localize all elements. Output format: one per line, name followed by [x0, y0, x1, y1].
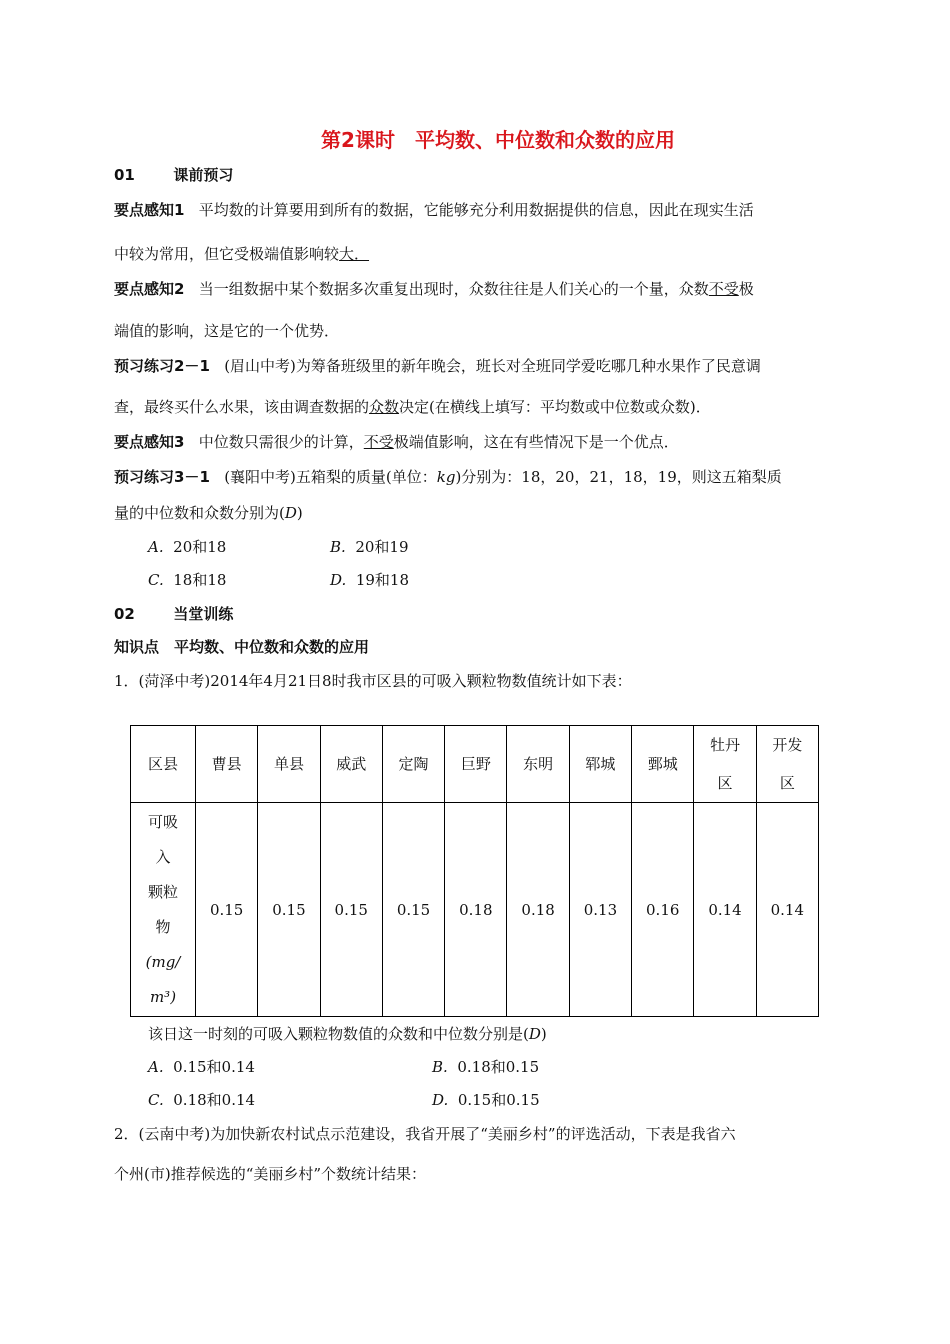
option-a	[148, 1056, 255, 1077]
answer-blank: 大．	[339, 245, 370, 263]
exercise-label: 预习练习3－1	[114, 468, 210, 486]
section-name: 当堂训练	[173, 605, 234, 623]
table-header-cell: 定陶	[382, 726, 444, 803]
exercise-text-end: )分别为：18，20，21，18，19，则这五箱梨质	[455, 468, 782, 486]
knowledge-point-heading: 知识点 平均数、中位数和众数的应用	[114, 638, 370, 656]
option-b	[432, 1056, 539, 1077]
question-text: 该日这一时刻的可吸入颗粒物数值的众数和中位数分别是(	[148, 1025, 529, 1043]
key-point-text: 中较为常用，但它受极端值影响较	[114, 245, 340, 263]
pollution-table	[130, 725, 819, 1017]
key-point-label: 要点感知2	[114, 280, 185, 298]
option-d	[432, 1089, 540, 1110]
table-header-cell: 巨野	[445, 726, 507, 803]
table-cell: 0.13	[569, 803, 631, 1017]
section-header-practice	[114, 603, 233, 624]
exercise-2-1	[114, 355, 838, 376]
option-text: 20和18	[173, 538, 227, 556]
option-b	[330, 536, 409, 557]
exercise-3-1	[114, 466, 838, 487]
table-header-cell	[694, 726, 756, 803]
key-point-3	[114, 431, 838, 452]
answer-blank: 众数	[369, 398, 400, 416]
table-header-cell: 曹县	[196, 726, 258, 803]
option-text: 0.15和0.14	[173, 1058, 255, 1076]
option-letter: B.	[330, 538, 346, 556]
exercise-text: 量的中位数和众数分别为(	[114, 504, 285, 522]
header-line: 区	[779, 774, 795, 792]
table-header-cell: 郓城	[569, 726, 631, 803]
key-point-2	[114, 278, 838, 299]
option-text: 0.18和0.14	[173, 1091, 256, 1109]
question-2-text-cont: 个州(市)推荐候选的“美丽乡村”个数统计结果：	[114, 1165, 427, 1183]
key-point-text-end: 极	[738, 280, 754, 298]
option-text: 20和19	[355, 538, 409, 556]
question-2-text: 2．(云南中考)为加快新农村试点示范建设，我省开展了“美丽乡村”的评选活动，下表是我省六	[114, 1125, 736, 1143]
key-point-label: 要点感知3	[114, 433, 185, 451]
table-header-cell: 鄄城	[632, 726, 694, 803]
label-line: 颗粒	[147, 882, 178, 901]
option-letter: B.	[432, 1058, 448, 1076]
table-cell: 0.14	[694, 803, 756, 1017]
option-c	[148, 569, 226, 590]
key-point-1	[114, 199, 838, 220]
question-text-end: )	[540, 1025, 547, 1043]
option-letter: A.	[148, 538, 164, 556]
table-data-row	[131, 803, 819, 1017]
option-text: 19和18	[355, 571, 409, 589]
option-letter: C.	[148, 1091, 164, 1109]
table-cell: 0.16	[632, 803, 694, 1017]
answer-choice: D	[528, 1025, 541, 1043]
table-cell: 0.15	[320, 803, 382, 1017]
header-line: 牡丹	[710, 736, 741, 754]
option-letter: D.	[432, 1091, 449, 1109]
key-point-label: 要点感知1	[114, 201, 185, 219]
label-line: 可吸	[147, 812, 178, 831]
exercise-text: (襄阳中考)五箱梨的质量(单位：	[224, 468, 437, 486]
exercise-text: (眉山中考)为筹备班级里的新年晚会，班长对全班同学爱吃哪几种水果作了民意调	[224, 357, 761, 375]
page-title: 第2课时 平均数、中位数和众数的应用	[321, 128, 675, 152]
label-line: 入	[155, 847, 171, 866]
table-cell: 0.14	[756, 803, 818, 1017]
exercise-text-end: )	[296, 504, 303, 522]
table-header-cell: 威武	[320, 726, 382, 803]
section-name: 课前预习	[173, 166, 234, 184]
exercise-3-1-cont	[114, 502, 838, 523]
option-letter: D.	[330, 571, 347, 589]
header-line: 区	[717, 774, 733, 792]
exercise-2-1-cont	[114, 396, 838, 417]
key-point-2-cont	[114, 320, 838, 341]
key-point-text-end: 极端值影响，这在有些情况下是一个优点．	[393, 433, 679, 451]
question-1-text: 1．(菏泽中考)2014年4月21日8时我市区县的可吸入颗粒物数值统计如下表：	[114, 672, 632, 690]
table-row-label	[131, 803, 196, 1017]
label-line: 物	[155, 917, 171, 936]
key-point-text: 当一组数据中某个数据多次重复出现时，众数往往是人们关心的一个量，众数	[198, 280, 709, 298]
table-header-row	[131, 726, 819, 803]
option-a	[148, 536, 226, 557]
option-c	[148, 1089, 255, 1110]
option-text: 0.18和0.15	[457, 1058, 540, 1076]
section-header-preview	[114, 164, 233, 185]
exercise-text: 查，最终买什么水果，该由调查数据的	[114, 398, 370, 416]
answer-blank: 不受	[708, 280, 739, 298]
answer-choice: D	[284, 504, 297, 522]
section-number: 01	[114, 166, 135, 184]
table-cell: 0.15	[258, 803, 320, 1017]
option-letter: A.	[148, 1058, 164, 1076]
unit-text: kg	[436, 468, 456, 486]
option-text: 18和18	[173, 571, 227, 589]
unit-line: m³)	[149, 987, 177, 1006]
option-text: 0.15和0.15	[457, 1091, 540, 1109]
table-cell: 0.18	[445, 803, 507, 1017]
option-letter: C.	[148, 571, 164, 589]
table-header-cell: 区县	[131, 726, 196, 803]
table-cell: 0.15	[196, 803, 258, 1017]
option-d	[330, 569, 409, 590]
key-point-text: 平均数的计算要用到所有的数据，它能够充分利用数据提供的信息，因此在现实生活	[198, 201, 754, 219]
key-point-text: 端值的影响，这是它的一个优势．	[114, 322, 340, 340]
section-number: 02	[114, 605, 135, 623]
key-point-1-cont	[114, 243, 838, 264]
unit-line: (mg/	[145, 952, 181, 971]
table-header-cell	[756, 726, 818, 803]
question-1-prompt	[148, 1023, 872, 1044]
table-cell: 0.18	[507, 803, 569, 1017]
answer-blank: 不受	[363, 433, 394, 451]
table-header-cell: 东明	[507, 726, 569, 803]
exercise-label: 预习练习2－1	[114, 357, 210, 375]
header-line: 开发	[772, 736, 803, 754]
exercise-text-end: 决定(在横线上填写：平均数或中位数或众数)．	[399, 398, 711, 416]
table-header-cell: 单县	[258, 726, 320, 803]
key-point-text: 中位数只需很少的计算，	[198, 433, 364, 451]
table-cell: 0.15	[382, 803, 444, 1017]
